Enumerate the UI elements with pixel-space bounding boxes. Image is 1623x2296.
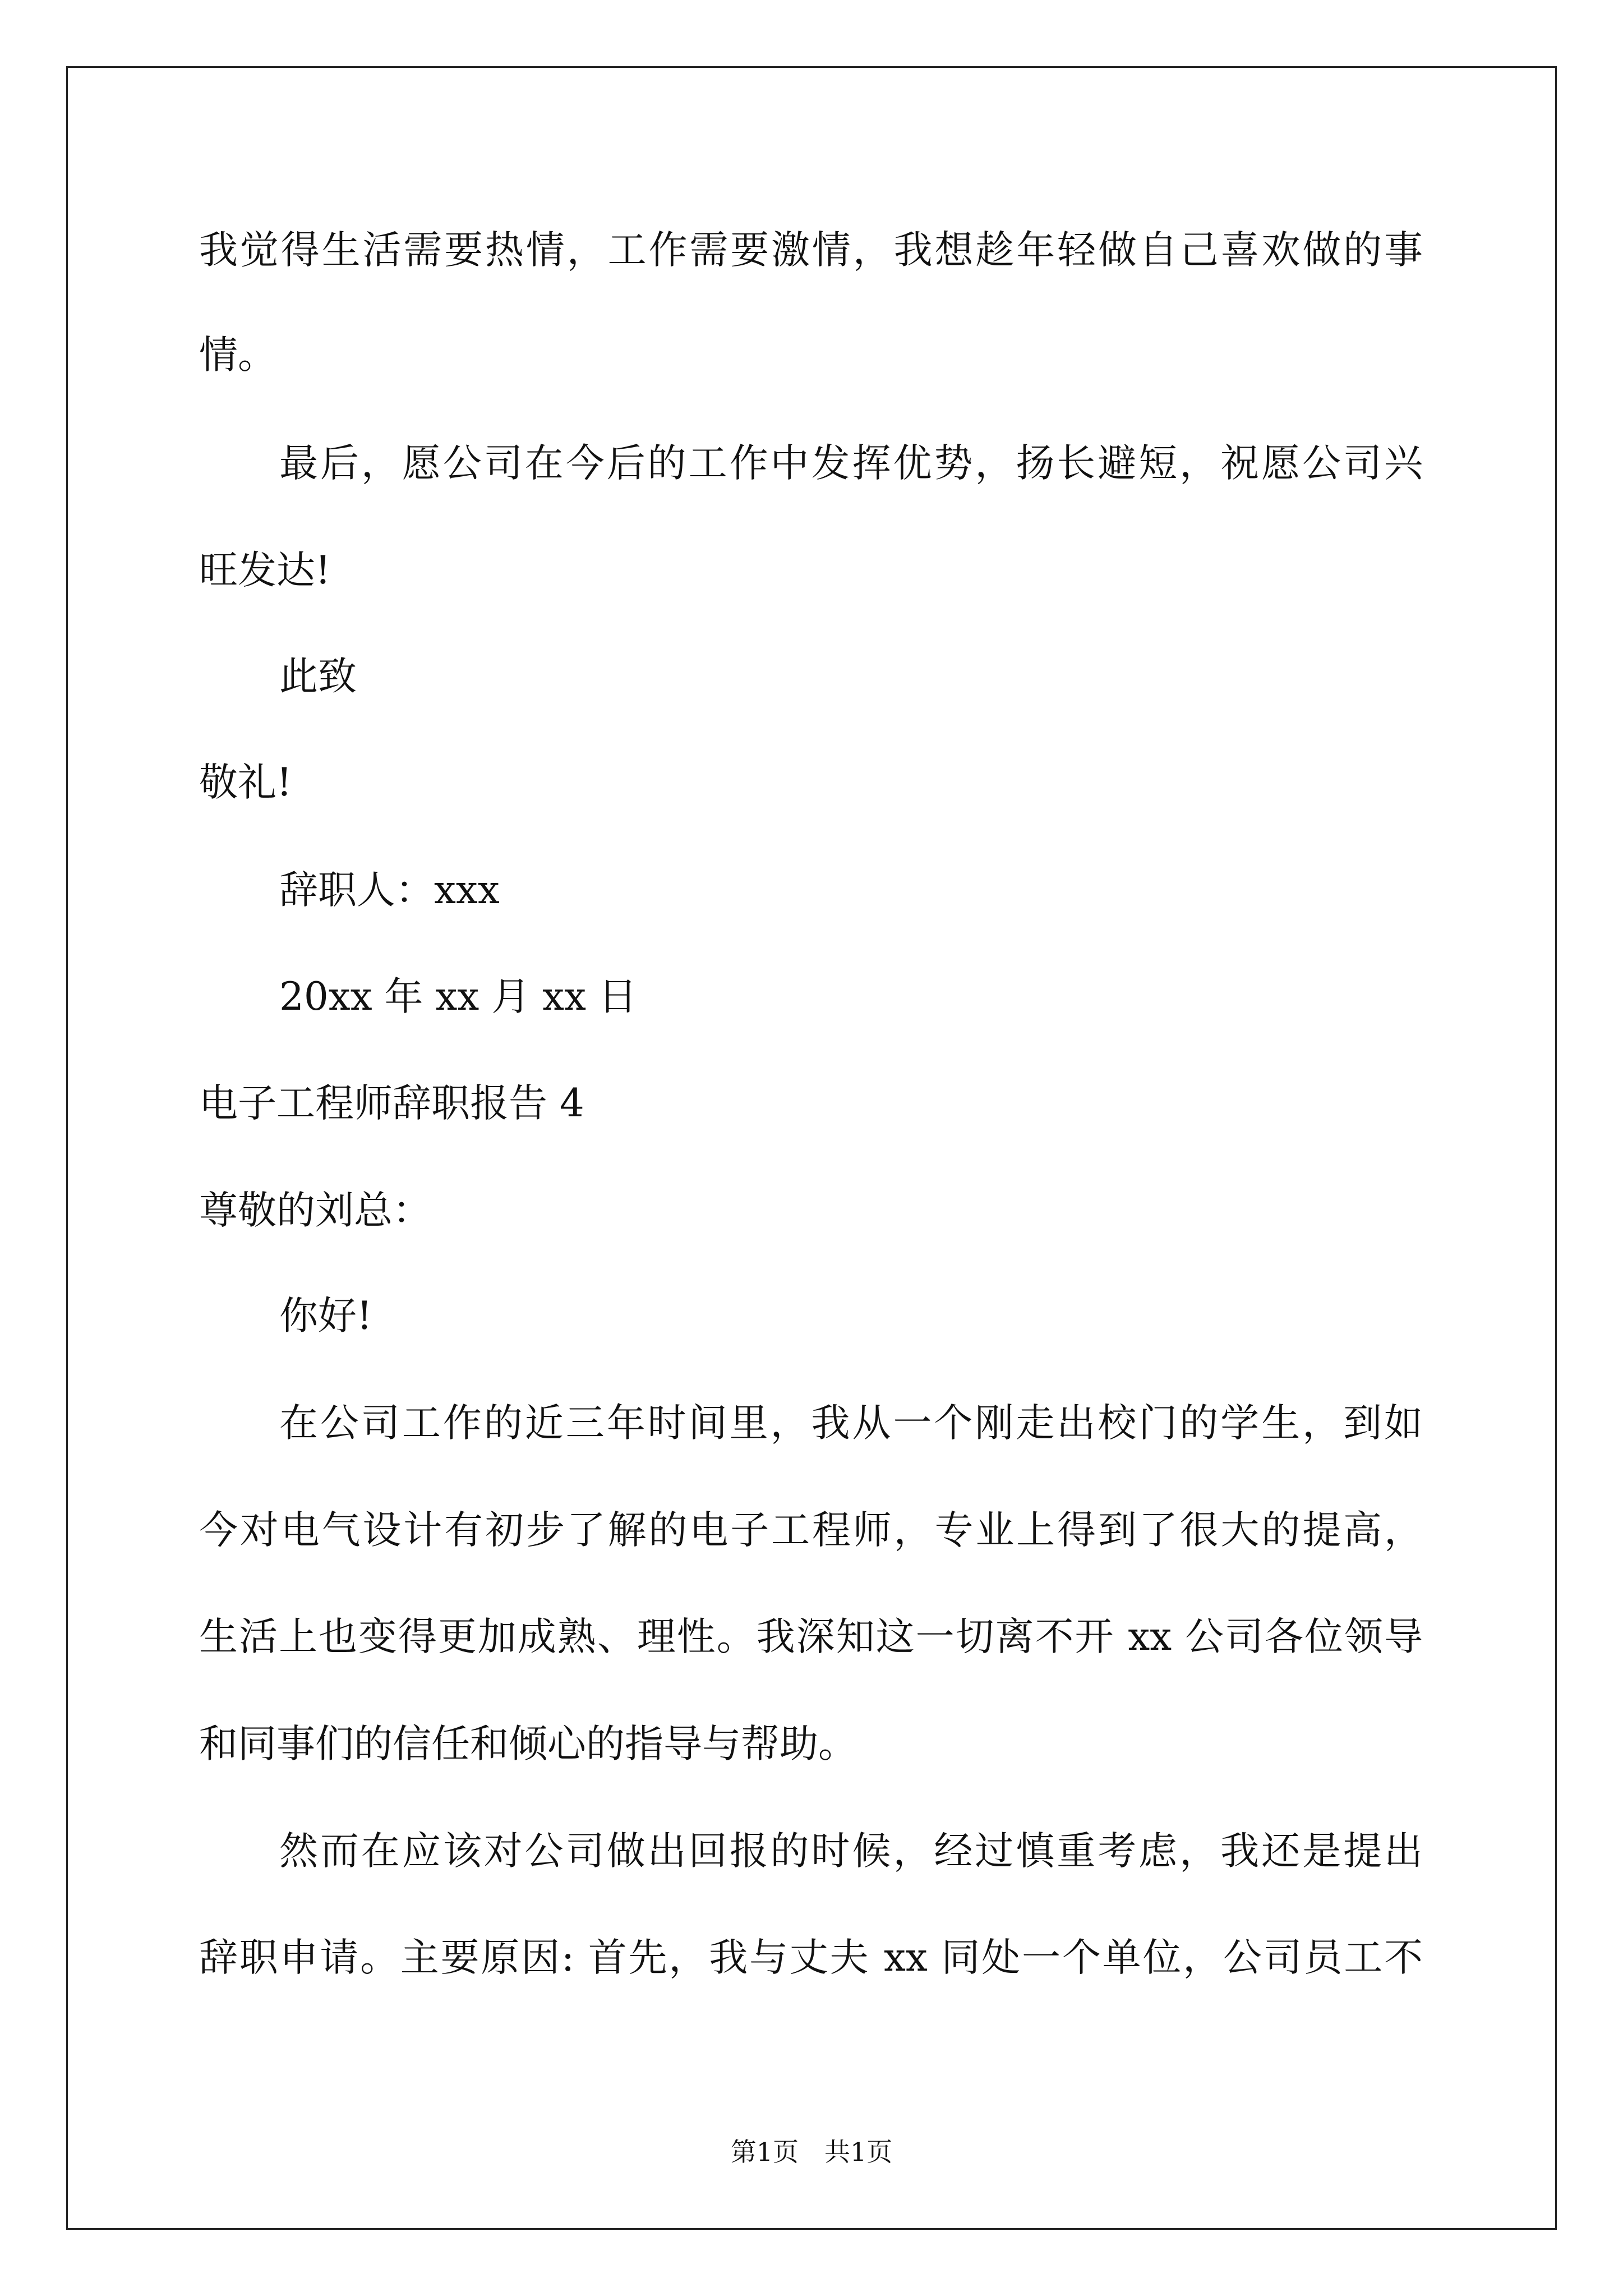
text-line: 今对电气设计有初步了解的电子工程师，专业上得到了很大的提高， (199, 1508, 1423, 1553)
text-line: 情。 (199, 333, 276, 378)
text-line: 旺发达! (199, 548, 331, 593)
page-footer: 第1页 共1页 (730, 2137, 893, 2167)
text-line: 最后，愿公司在今后的工作中发挥优势，扬长避短，祝愿公司兴 (279, 441, 1423, 486)
text-line: 生活上也变得更加成熟、理性。我深知这一切离不开 xx 公司各位领导 (199, 1614, 1423, 1659)
signature-date: 20xx 年 xx 月 xx 日 (279, 974, 637, 1019)
section-heading: 电子工程师辞职报告 4 (199, 1081, 584, 1126)
greeting: 你好! (279, 1294, 372, 1338)
letter-salutation: 尊敬的刘总： (199, 1188, 431, 1233)
page-border (66, 66, 1557, 2230)
signature-name: 辞职人：xxx (279, 868, 500, 913)
text-line: 然而在应该对公司做出回报的时候，经过慎重考虑，我还是提出 (279, 1829, 1423, 1874)
text-line: 和同事们的信任和倾心的指导与帮助。 (199, 1722, 857, 1766)
text-line: 辞职申请。主要原因: 首先，我与丈夫 xx 同处一个单位，公司员工不 (199, 1935, 1423, 1980)
closing-regards: 敬礼! (199, 760, 292, 805)
text-line: 在公司工作的近三年时间里，我从一个刚走出校门的学生，到如 (279, 1401, 1423, 1446)
text-line: 我觉得生活需要热情，工作需要激情，我想趁年轻做自己喜欢做的事 (199, 228, 1423, 273)
closing-salutation: 此致 (279, 654, 357, 699)
